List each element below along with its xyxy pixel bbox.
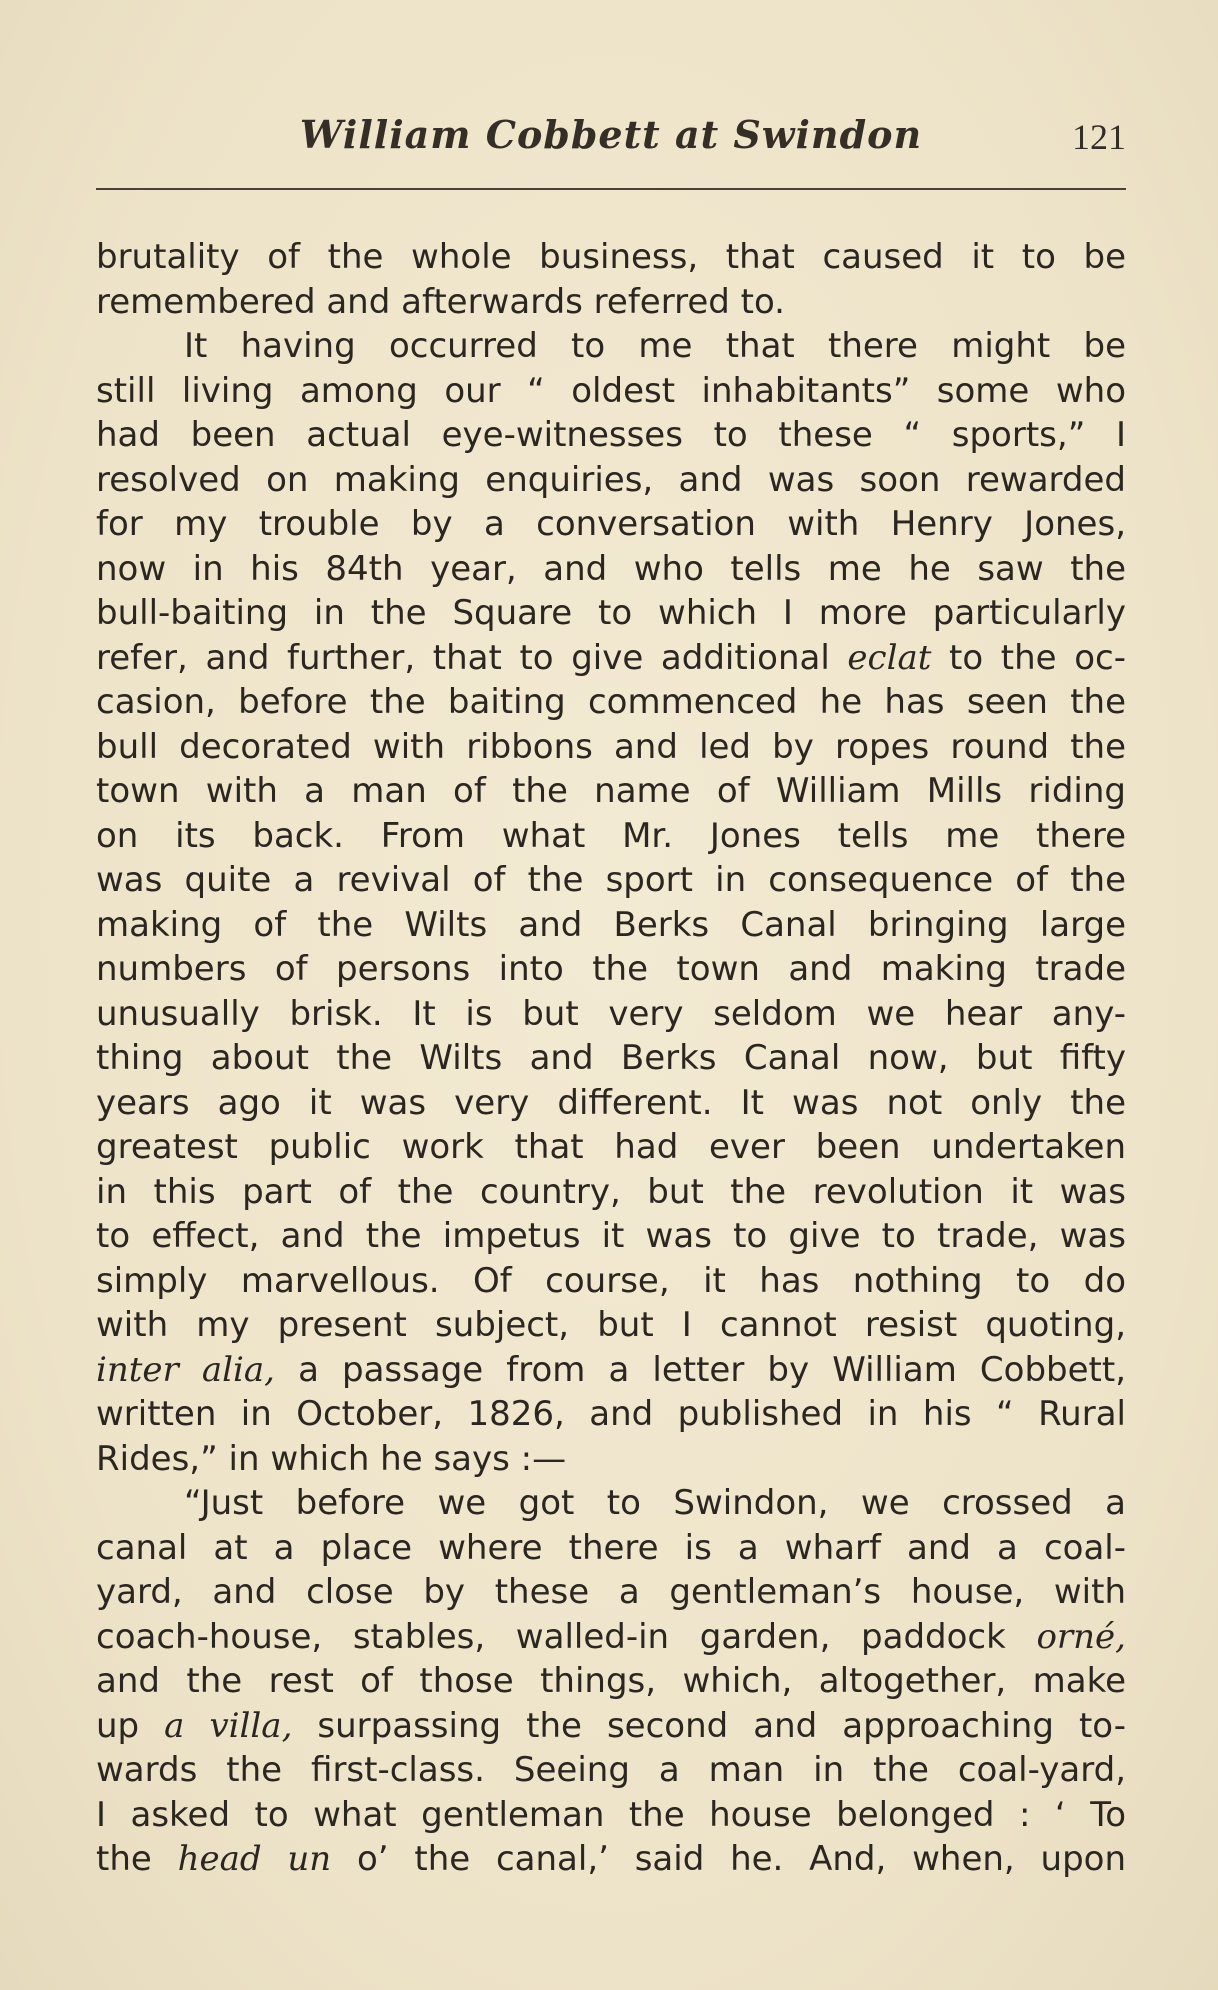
text-line: Rides,” in which he says :— (96, 1438, 567, 1479)
text-line: with my present subject, but I cannot resist quoting, (96, 1305, 1126, 1345)
text-line: town with a man of the name of William Mills riding (96, 771, 1126, 811)
running-head (96, 112, 1126, 172)
text-line: for my trouble by a conversation with Henry Jones, (96, 504, 1126, 544)
text-line: simply marvellous. Of course, it has nothing to do (96, 1260, 1126, 1301)
text-line: making of the Wilts and Berks Canal bringing large (96, 904, 1126, 945)
text-line: casion, before the baiting commenced he has seen the (96, 682, 1126, 722)
text-line: now in his 84th year, and who tells me he saw the (96, 548, 1126, 589)
text-line: inter alia, a passage from a letter by William Cobbett, (96, 1349, 1127, 1390)
text-line: had been actual eye-witnesses to these “ sports,” I (96, 415, 1126, 455)
text-line: still living among our “ oldest inhabitants” some who (96, 370, 1126, 411)
text-line: refer, and further, that to give additional eclat to the oc- (96, 637, 1127, 678)
text-line: I asked to what gentleman the house belonged : ‘ To (96, 1794, 1126, 1835)
text-line: thing about the Wilts and Berks Canal now, but fifty (96, 1038, 1126, 1078)
body-text (96, 235, 1126, 1882)
text-line: yard, and close by these a gentleman’s house, with (96, 1572, 1126, 1612)
text-line: written in October, 1826, and published in his “ Rural (96, 1394, 1126, 1434)
text-line: resolved on making enquiries, and was soon rewarded (96, 459, 1126, 500)
text-line: and the rest of those things, which, altogether, make (96, 1661, 1126, 1701)
text-line: remembered and afterwards referred to. (96, 281, 785, 322)
text-line: unusually brisk. It is but very seldom we hear any- (96, 993, 1126, 1034)
text-line: numbers of persons into the town and making trade (96, 949, 1126, 989)
text-line: was quite a revival of the sport in consequence of the (96, 860, 1126, 900)
text-line: brutality of the whole business, that caused it to be (96, 237, 1126, 277)
text-line: coach-house, stables, walled-in garden, paddock orné, (96, 1616, 1126, 1657)
text-line: greatest public work that had ever been undertaken (96, 1127, 1126, 1167)
text-line: in this part of the country, but the revolution it was (96, 1171, 1126, 1212)
text-line: bull decorated with ribbons and led by ropes round the (96, 726, 1126, 767)
text-line: to effect, and the impetus it was to give to trade, was (96, 1216, 1126, 1256)
text-line: on its back. From what Mr. Jones tells me there (96, 815, 1126, 856)
text-line: up a villa, surpassing the second and approaching to- (96, 1705, 1126, 1746)
running-title: William Cobbett at Swindon (299, 112, 923, 157)
text-line: canal at a place where there is a wharf and a coal- (96, 1527, 1126, 1568)
text-line: the head un o’ the canal,’ said he. And, when, upon (96, 1839, 1126, 1879)
text-line: It having occurred to me that there might be (184, 326, 1126, 366)
text-line: years ago it was very different. It was not only the (96, 1082, 1126, 1123)
text-line: bull-baiting in the Square to which I more particularly (96, 593, 1126, 633)
header-rule (96, 188, 1126, 190)
text-line: “Just before we got to Swindon, we crossed a (184, 1483, 1126, 1523)
text-line: wards the first-class. Seeing a man in the coal-yard, (96, 1750, 1126, 1790)
page-number: 121 (1072, 117, 1126, 157)
